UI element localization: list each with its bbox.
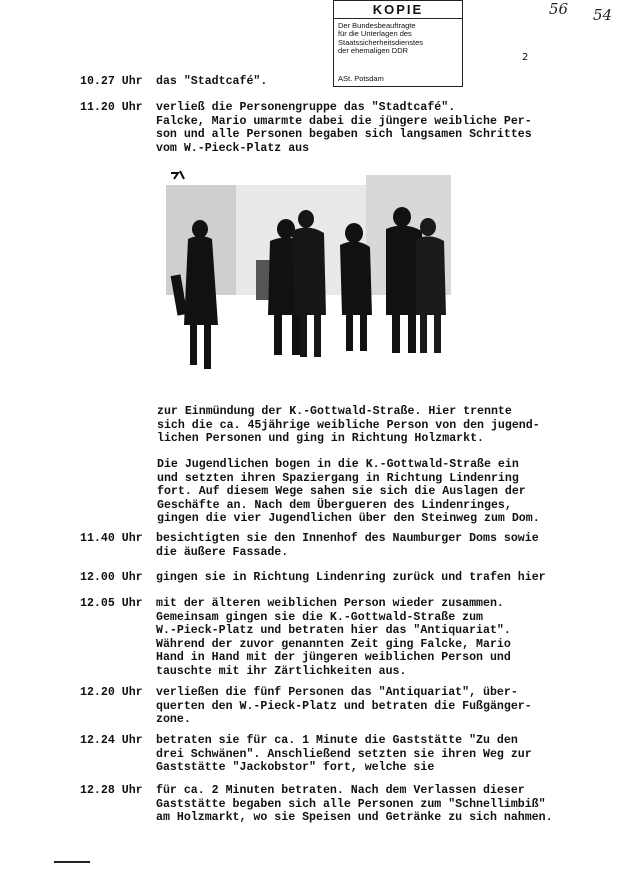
stamp-line: Der Bundesbeauftragte: [338, 21, 416, 30]
narrative-paragraph: Die Jugendlichen bogen in die K.-Gottwald-Straße ein und setzten ihren Spaziergang in Richtung Lindenring fort. Auf diesem Wege sahen sie sich die Auslagen der Geschäfte an. Nach dem Übergueren des Lindenringes, gingen die vier Jugendlichen über den Steinweg zum Dom.: [157, 458, 540, 525]
entry-text: verließen die fünf Personen das "Antiquariat", über- querten den W.-Pieck-Platz und betraten die Fußgänger- zone.: [156, 686, 532, 726]
entry-time: 12.05 Uhr: [80, 597, 143, 610]
entry-text: das "Stadtcafé".: [156, 75, 268, 88]
entry-text: gingen sie in Richtung Lindenring zurück und trafen hier: [156, 571, 546, 584]
log-entry: [80, 75, 600, 89]
entry-text: besichtigten sie den Innenhof des Naumburger Doms sowie die äußere Fassade.: [156, 532, 539, 559]
log-entry: [80, 101, 600, 155]
surveillance-photo: [166, 165, 451, 385]
page-mark: 2: [522, 52, 529, 63]
archive-stamp: [333, 0, 463, 87]
handwritten-number-left: 56: [549, 0, 569, 18]
footer-rule: [54, 861, 90, 863]
log-entry: [80, 532, 600, 559]
entry-time: 11.40 Uhr: [80, 532, 143, 545]
entry-time: 12.24 Uhr: [80, 734, 143, 747]
entry-text: mit der älteren weiblichen Person wieder zusammen. Gemeinsam gingen sie die K.-Gottwald-Straße zum W.-Pieck-Platz und betraten hier das "Antiquariat". Während der zuvor genannten Zeit ging Falcke, Mario Hand in Hand mit der jüngeren weiblichen Person und tauschte mit ihr Zärtlichkeiten aus.: [156, 597, 511, 678]
entry-text: verließ die Personengruppe das "Stadtcafé". Falcke, Mario umarmte dabei die jüngere weibliche Per- son und alle Personen begaben sich langsamen Schrittes vom W.-Pieck-Platz aus: [156, 101, 532, 155]
stamp-title: KOPIE: [334, 1, 462, 19]
entry-time: 12.28 Uhr: [80, 784, 143, 797]
entry-text: für ca. 2 Minuten betraten. Nach dem Verlassen dieser Gaststätte begaben sich alle Personen zum "Schnellimbiß" am Holzmarkt, wo sie Speisen und Getränke zu sich nahmen.: [156, 784, 553, 824]
entry-time: 10.27 Uhr: [80, 75, 143, 88]
handwritten-number-right: 54: [593, 6, 613, 24]
stamp-body: [334, 19, 462, 56]
log-entry: [80, 734, 600, 775]
entry-time: 11.20 Uhr: [80, 101, 143, 114]
stamp-office: ASt. Potsdam: [338, 74, 384, 83]
entry-text: betraten sie für ca. 1 Minute die Gaststätte "Zu den drei Schwänen". Anschließend setzten sie ihren Weg zur Gaststätte "Jackobstor" fort, welche sie: [156, 734, 532, 774]
stamp-line: Staatssicherheitsdienstes: [338, 37, 424, 47]
log-entry: [80, 686, 600, 727]
log-entry: [80, 571, 600, 585]
stamp-line: für die Unterlagen des: [338, 29, 412, 39]
entry-time: 12.20 Uhr: [80, 686, 143, 699]
stamp-line: der ehemaligen DDR: [338, 46, 409, 56]
log-entry: [80, 784, 600, 825]
entry-time: 12.00 Uhr: [80, 571, 143, 584]
log-entry: [80, 597, 600, 678]
narrative-paragraph: zur Einmündung der K.-Gottwald-Straße. Hier trennte sich die ca. 45jährige weibliche Person von den jugend- lichen Personen und ging in Richtung Holzmarkt.: [157, 405, 540, 445]
